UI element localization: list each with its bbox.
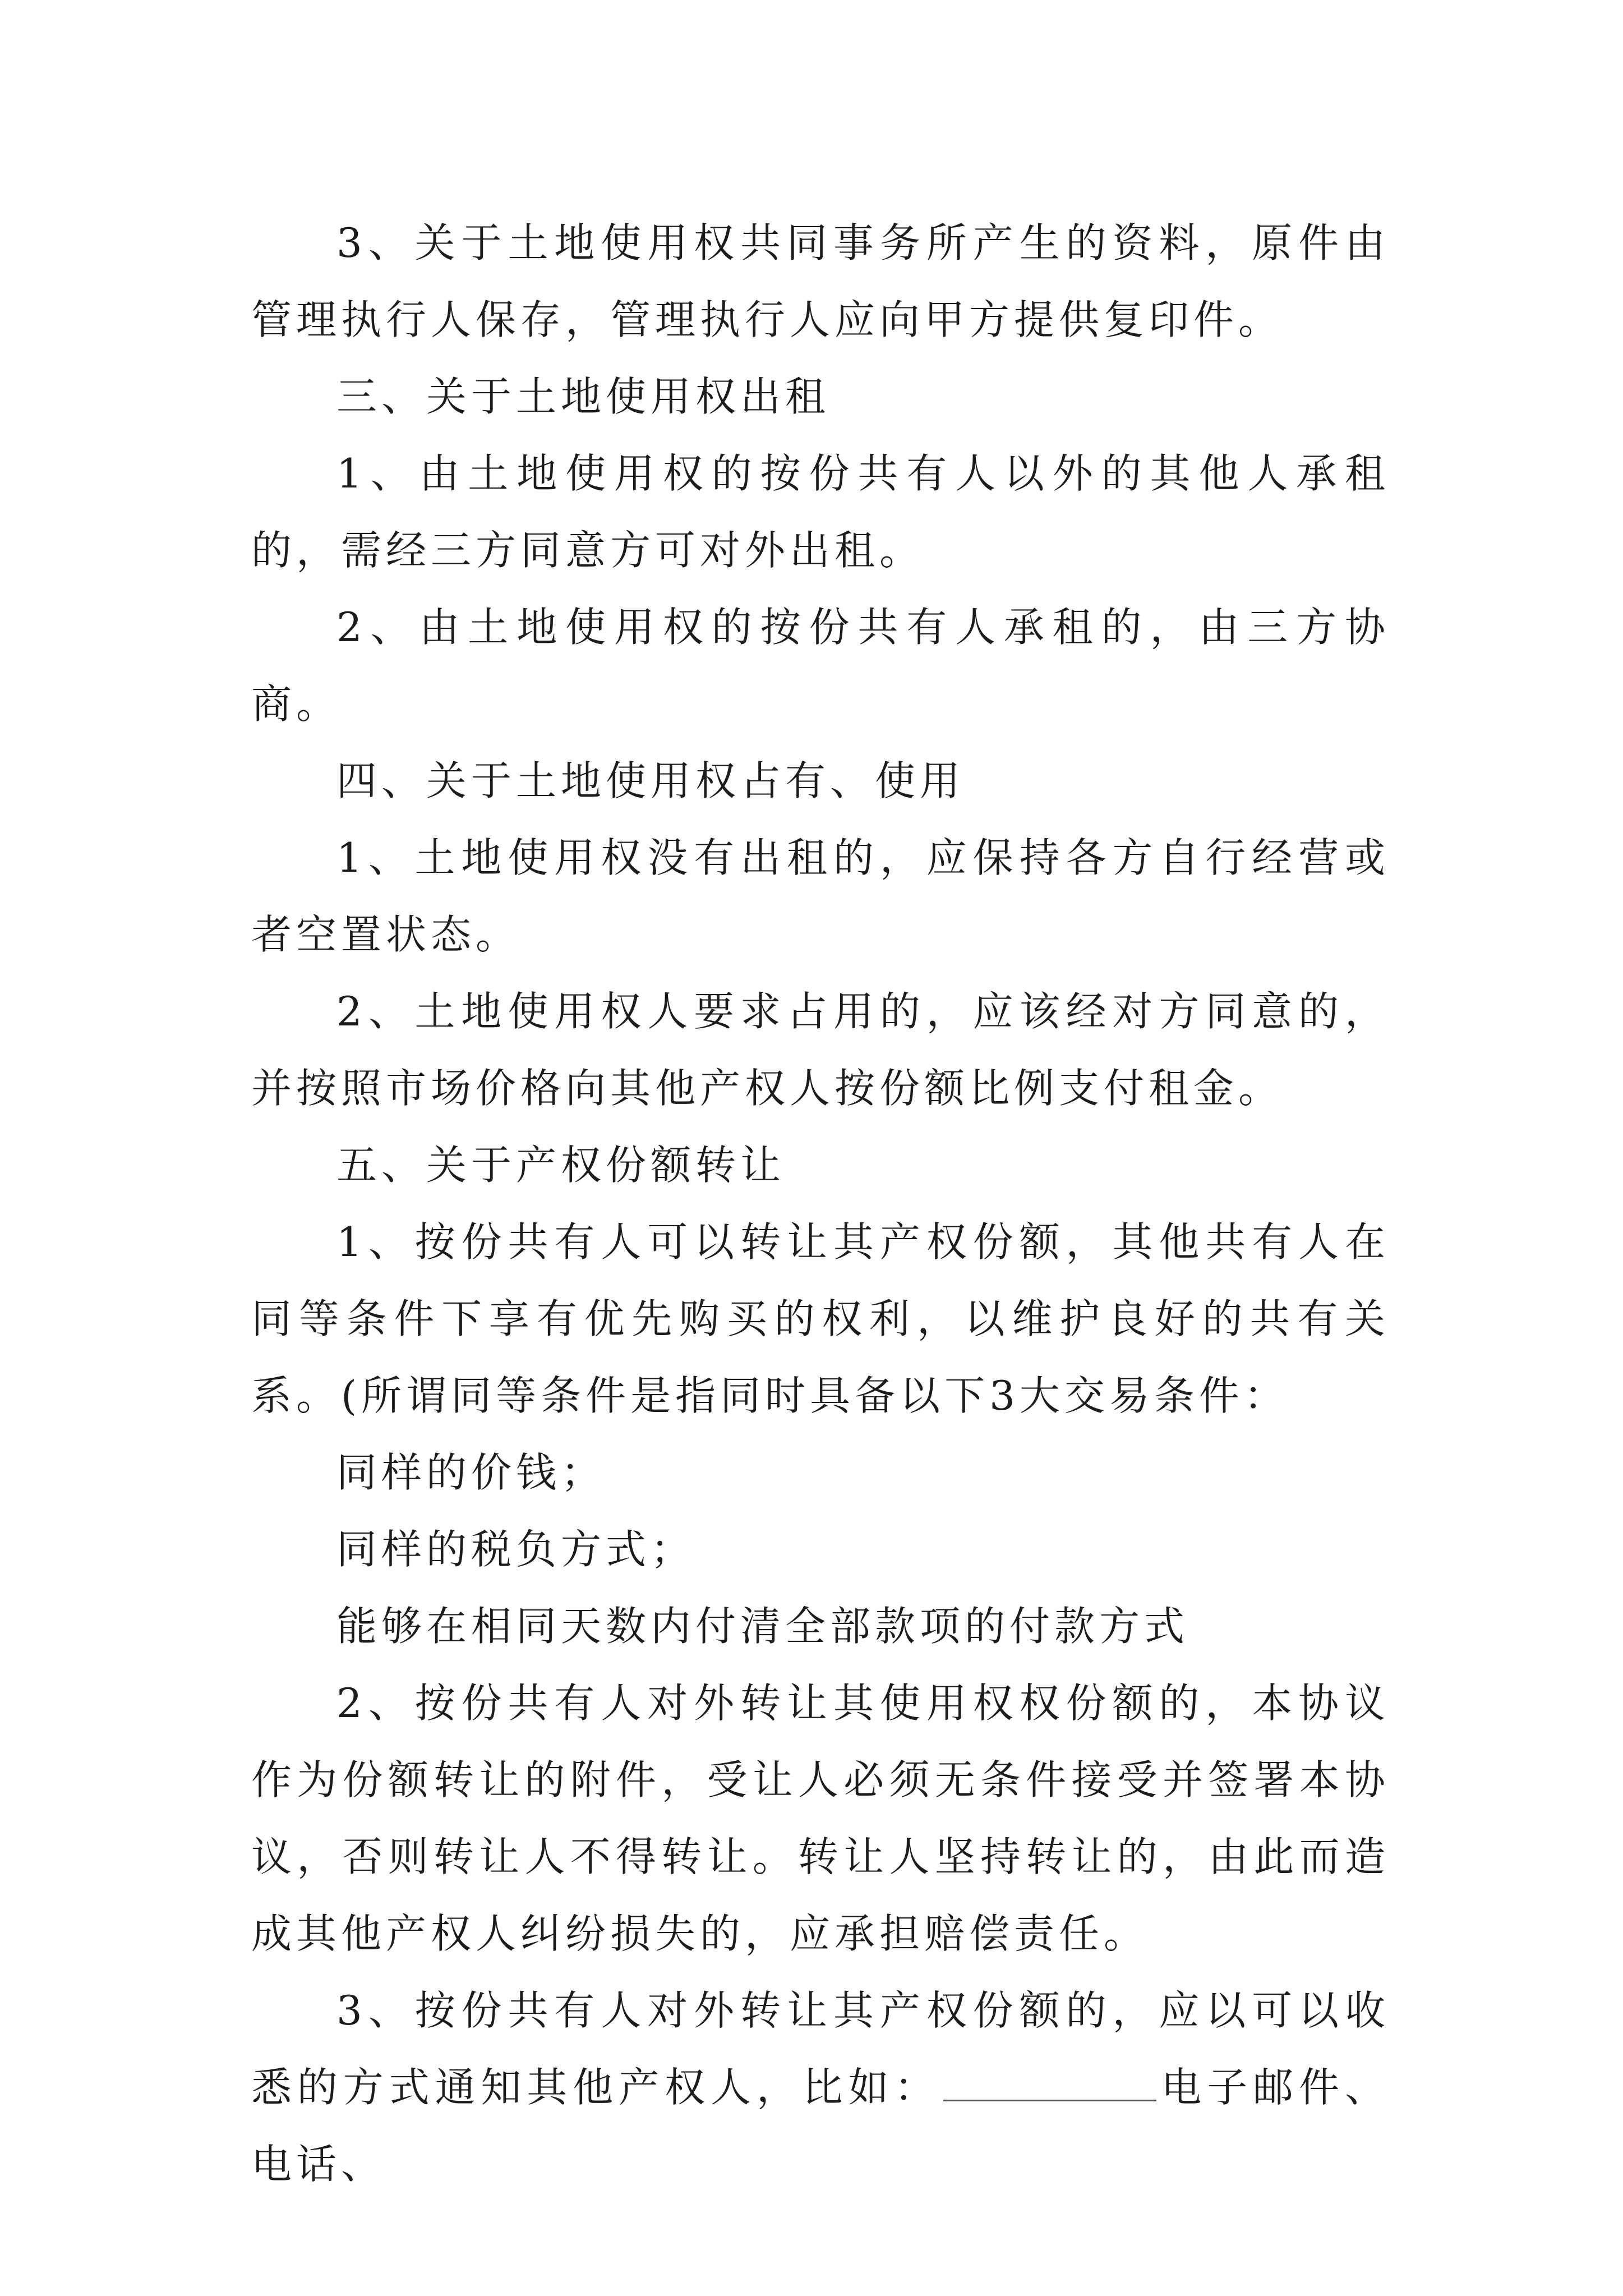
section-heading-transfer: 五、关于产权份额转让	[336, 1142, 786, 1189]
notice-text-after-blank: 电子邮件、电话、	[251, 2064, 1390, 2188]
paragraph-occupancy-rent: 2、土地使用权人要求占用的，应该经对方同意的，并按照市场价格向其他产权人按份额比例支付租金。	[251, 988, 1390, 1112]
notice-text-before-blank: 3、按份共有人对外转让其产权份额的，应以可以收悉的方式通知其他产权人，比如：	[251, 1987, 1390, 2111]
section-heading-occupancy: 四、关于土地使用权占有、使用	[336, 757, 965, 804]
list-item-same-tax: 同样的税负方式；	[336, 1526, 696, 1573]
document-body	[251, 205, 1390, 2203]
paragraph-lease-others: 1、由土地使用权的按份共有人以外的其他人承租的，需经三方同意方可对外出租。	[251, 450, 1390, 574]
paragraph-materials-custody: 3、关于土地使用权共同事务所产生的资料，原件由管理执行人保存，管理执行人应向甲方提供复印件。	[251, 219, 1390, 343]
paragraph-transfer-notice	[251, 1972, 1390, 2203]
paragraph-occupancy-vacant: 1、土地使用权没有出租的，应保持各方自行经营或者空置状态。	[251, 834, 1390, 958]
paragraph-transfer-attachment: 2、按份共有人对外转让其使用权权份额的，本协议作为份额转让的附件，受让人必须无条件接受并签署本协议，否则转让人不得转让。转让人坚持转让的，由此而造成其他产权人纠纷损失的，应承担赔偿责任。	[251, 1680, 1390, 1957]
paragraph-lease-coowners: 2、由土地使用权的按份共有人承租的，由三方协商。	[251, 604, 1390, 728]
list-item-same-price: 同样的价钱；	[336, 1449, 606, 1496]
fill-in-blank	[943, 2066, 1156, 2101]
paragraph-transfer-priority: 1、按份共有人可以转让其产权份额，其他共有人在同等条件下享有优先购买的权利，以维护良好的共有关系。(所谓同等条件是指同时具备以下3大交易条件：	[251, 1218, 1390, 1419]
list-item-same-payment: 能够在相同天数内付清全部款项的付款方式	[336, 1603, 1189, 1650]
section-heading-lease: 三、关于土地使用权出租	[336, 373, 831, 420]
